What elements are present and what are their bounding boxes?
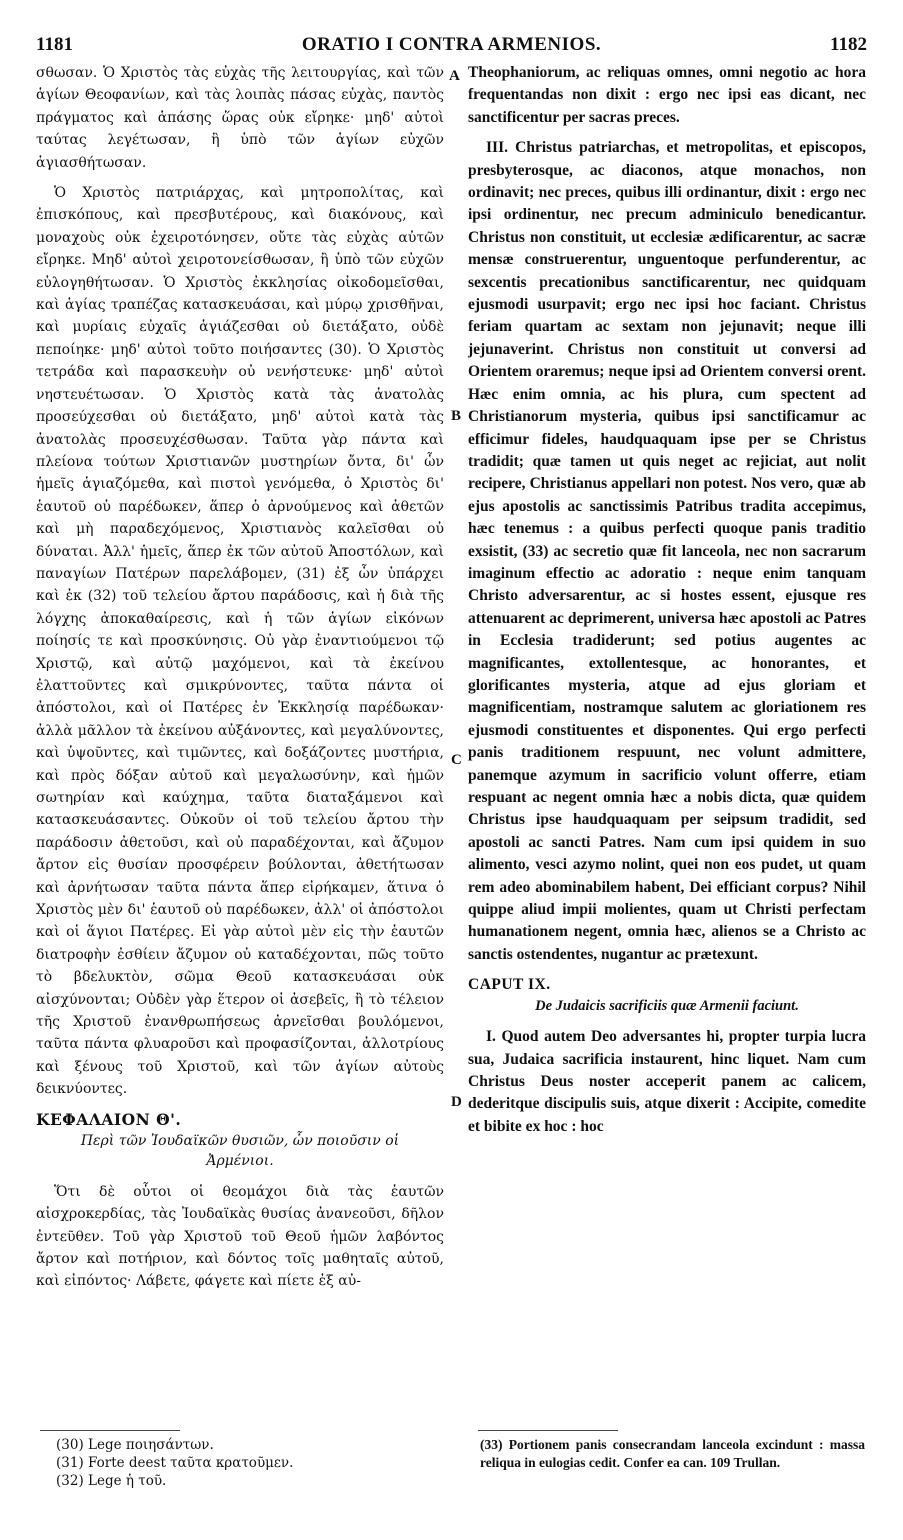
greek-column	[36, 62, 444, 1293]
greek-footnotes	[56, 1436, 426, 1490]
running-title: ORATIO I CONTRA ARMENIOS.	[301, 34, 602, 55]
footnote-rule-right	[478, 1430, 618, 1431]
footnote-30: (30) Lege ποιησάντων.	[56, 1437, 214, 1453]
footnote-33: (33) Portionem panis consecrandam lanceola excindunt : massa reliqua in eulogias cedit. Confer ea can. 109 Trullan.	[480, 1437, 865, 1470]
margin-marker-d: D	[451, 1094, 462, 1110]
greek-paragraph-2: Ὁ Χριστὸς πατριάρχας, καὶ μητροπολίτας, καὶ ἐπισκόπους, καὶ πρεσβυτέρους, καὶ διακόνους, καὶ μοναχοὺς οὐκ ἐχειροτόνησεν, οὔτε τὰς εὐχὰς αὐτῶν εἴρηκε. Μηδ' αὐτοὶ χειροτονείσθωσαν, ἢ ὑπὸ τῶν εὐχῶν εὐλογηθήτωσαν. Ὁ Χριστὸς ἐκκλησίας οἰκοδομεῖσθαι, καὶ ἁγίας τραπέζας κατασκευάσαι, καὶ μύρῳ χρισθῆναι, καὶ μυρίαις εὐχαῖς ἁγιάζεσθαι οὐ διετάξατο, οὐδὲ πεποίηκε· μηδ' αὐτοὶ τοῦτο ποιήσαντες (30). Ὁ Χριστὸς τετράδα καὶ παρασκευὴν οὐ νενήστευκε· μηδ' αὐτοὶ νηστευέτωσαν. Ὁ Χριστὸς κατὰ τὰς ἀνατολὰς προσεύχεσθαι οὐ διετάξατο, μηδ' αὐτοὶ κατὰ τὰς ἀνατολὰς προσευχέσθωσαν. Ταῦτα γὰρ πάντα καὶ πλείονα τούτων Χριστιανῶν μυστηρίων ὄντα, δι' ὧν ἡμεῖς ἁγιαζόμεθα, καὶ πιστοὶ γενόμεθα, ὁ Χριστὸς δι' ἑαυτοῦ οὐ παρέδωκεν, ἅπερ ὁ ἀρνούμενος καὶ ἀθετῶν καὶ μὴ παραδεχόμενος, Χριστιανὸς καλεῖσθαι οὐ δύναται. Ἀλλ' ἡμεῖς, ἅπερ ἐκ τῶν αὐτοῦ Ἀποστόλων, καὶ παναγίων Πατέρων παρελάβομεν, (31) ἐξ ὧν ὑπάρχει καὶ ἐκ (32) τοῦ τελείου ἄρτου παράδοσις, καὶ ἡ διὰ τῆς λόγχης ἀποκαθαίρεσις, καὶ ἡ τῶν ἁγίων εἰκόνων ποίησίς τε καὶ προσκύνησις. Οὐ γὰρ ἐναντιούμενοι τῷ Χριστῷ, καὶ αὐτῷ μαχόμενοι, καὶ τὰ ἐκείνου ἐλαττοῦντες καὶ σμικρύνοντες, ταῦτα πάντα οἱ ἀπόστολοι, καὶ οἱ Πατέρες ἐν Ἐκκλησίᾳ παρέδωκαν· ἀλλὰ μᾶλλον τὰ ἐκείνου αὐξάνοντες, καὶ μεγαλύνοντες, καὶ ὑψοῦντες, καὶ τιμῶντες, καὶ δοξάζοντες μυστήρια, καὶ πρὸς δόξαν αὐτοῦ καὶ μεγαλωσύνην, καὶ ἡμῶν σωτηρίαν καὶ καύχημα, ταῦτα διαταξάμενοι καὶ κατασκευάσαντες. Οὐκοῦν οἱ τοῦ τελείου ἄρτου τὴν παράδοσιν ἀθετοῦσι, καὶ οὐ παραδέχονται, καὶ ἄζυμον ἄρτον εἰς θυσίαν προσφέρειν βούλονται, ἀθετήτωσαν καὶ ἀρνήτωσαν ταῦτα πάντα ἅπερ εἰρήκαμεν, ἅτινα ὁ Χριστὸς μὲν δι' ἑαυτοῦ οὐ παρέδωκεν, ἀλλ' οἱ ἀπόστολοι καὶ οἱ ἅγιοι Πατέρες. Εἰ γὰρ αὐτοὶ μὲν εἰς τὴν ἑαυτῶν διατροφὴν ἐσθίειν ἄζυμον οὐ καταδέχονται, πῶς τοῦτο τὸ βδελυκτὸν, σῶμα Θεοῦ κατασκευάσαι οὐκ αἰσχύνονται; Οὐδὲν γὰρ ἕτερον οἱ ἀσεβεῖς, ἢ τὸ τέλειον τῆς Χριστοῦ ἐνανθρωπήσεως ἀρνεῖσθαι βουλόμενοι, ταῦτα πάντα φλυαροῦσι καὶ προφασίζονται, ἀλλοτρίους καὶ ξένους τοῦ Χριστοῦ, καὶ τῶν ἁγίων αὐτοὺς δεικνύοντες.	[36, 185, 444, 1098]
latin-paragraph-3: I. Quod autem Deo adversantes hi, propter turpia lucra sua, Judaica sacrificia instaurent, hinc liquet. Nam cum Christus Deus noster acceperit panem ac calicem, dederitque discipulis suis, atque dixerit : Accipite, comedite et bibite ex hoc : hoc	[468, 1028, 866, 1135]
page-header	[36, 34, 867, 58]
latin-paragraph-1: Theophaniorum, ac reliquas omnes, omni negotio ac hora frequentandas non dixit : ergo nec ipsi eas dicant, nec sanctificentur per sacras preces.	[468, 64, 866, 126]
greek-chapter-title: ΚΕΦΑΛΑΙΟΝ Θ'.	[36, 1109, 182, 1129]
margin-marker-a: A	[449, 68, 460, 84]
latin-chapter-subtitle: De Judaicis sacrificiis quæ Armenii faciunt.	[535, 998, 799, 1015]
latin-chapter-title: CAPUT IX.	[468, 976, 551, 994]
page-number-right: 1182	[830, 34, 867, 55]
margin-marker-b: B	[451, 408, 462, 424]
footnote-rule-left	[40, 1430, 180, 1431]
greek-paragraph-1: σθωσαν. Ὁ Χριστὸς τὰς εὐχὰς τῆς λειτουργίας, καὶ τῶν ἁγίων Θεοφανίων, καὶ τὰς λοιπὰς πάσας εὐχὰς, παντὸς πράγματος καὶ ἁπάσης ὥρας οὐκ εἴρηκε· μηδ' αὐτοὶ ταύτας λεγέτωσαν, ἢ ὑπὸ τῶν ἁγίων εὐχῶν ἁγιασθήτωσαν.	[36, 65, 444, 171]
latin-column	[468, 62, 866, 1138]
footnote-31: (31) Forte deest ταῦτα κρατοῦμεν.	[56, 1455, 294, 1471]
margin-marker-c: C	[451, 752, 462, 768]
latin-paragraph-2: III. Christus patriarchas, et metropolitas, et episcopos, presbyterosque, ac diaconos, atque monachos, non ordinavit; nec preces, quibus illi ordinantur, dixit : ergo nec ipsi ordinentur, nec precum adminiculo benedicantur. Christus non constituit, ut ecclesiæ ædificarentur, ac sacræ mensæ construerentur, unguentoque perfunderentur, ac sexcentis precationibus sanctificarentur, nec quidquam ejusmodi usurpavit; ergo nec ipsi hoc faciant. Christus feriam quartam ac sextam non jejunavit; neque illi jejunaverint. Christus non constituit ut conversi ad Orientem oraremus; neque ipsi ad Orientem conversi orent. Hæc enim omnia, ac his plura, cum spectent ad Christianorum mysteria, quibus ipsi sanctificamur ac efficimur fideles, haudquaquam ipse per se Christus tradidit; quæ tamen ut quis neget ac rejiciat, aut nolit recipere, Christianus appellari non potest. Nos vero, quæ ab ejus apostolis ac sanctissimis Patribus tradita accepimus, hæc tenemus : a quibus perfecti quoque panis traditio exsistit, (33) ac secretio quæ fit lanceola, nec non sacrarum imaginum effectio ac adoratio : neque enim tanquam Christo adversarentur, ac si hostes essent, ejusque res attenuarent ac deprimerent, universa hæc apostoli ac Patres in Ecclesia tradiderunt; sed potius augentes ac magnificantes, extollentesque, ac honorantes, et glorificantes mysteria, atque ad ejus gloriam et magnificentiam, nostramque salutem ac gloriationem res ejusmodi constituentes et disponentes. Qui ergo perfecti panis traditionem respuunt, nec volunt admittere, panemque azymum in sacrificio volunt offerre, etiam respuant ac negent omnia hæc a nobis dicta, quæ quidem Christus ipse haudquaquam per seipsum tradidit, sed apostoli ac sancti Patres. Nam cum ipsi quidem in suo alimento, vesci azymo nolint, quei non eos pudet, ut quam rem adeo abominabilem habent, Dei efficiant corpus? Nihil quippe aliud impii molientes, quam ut Christi perfectam humanationem negent, omnia hæc, alienos se a Christo ac sanctis ostendentes, nugantur ac prætexunt.	[468, 139, 866, 963]
latin-footnotes	[480, 1436, 865, 1472]
greek-chapter-subtitle: Περὶ τῶν Ἰουδαϊκῶν θυσιῶν, ὧν ποιοῦσιν οἱ Ἀρμένιοι.	[80, 1132, 400, 1169]
page-number-left: 1181	[36, 34, 73, 55]
footnote-32: (32) Lege ἡ τοῦ.	[56, 1473, 167, 1489]
greek-paragraph-3: Ὅτι δὲ οὗτοι οἱ θεομάχοι διὰ τὰς ἑαυτῶν αἰσχροκερδίας, τὰς Ἰουδαϊκὰς θυσίας ἀνανεοῦσι, δῆλον ἐντεῦθεν. Τοῦ γὰρ Χριστοῦ τοῦ Θεοῦ ἡμῶν λαβόντος ἄρτον καὶ ποτήριον, καὶ δόντος τοῖς μαθηταῖς αὐτοῦ, καὶ εἰπόντος· Λάβετε, φάγετε καὶ πίετε ἐξ αὐ-	[36, 1183, 444, 1290]
